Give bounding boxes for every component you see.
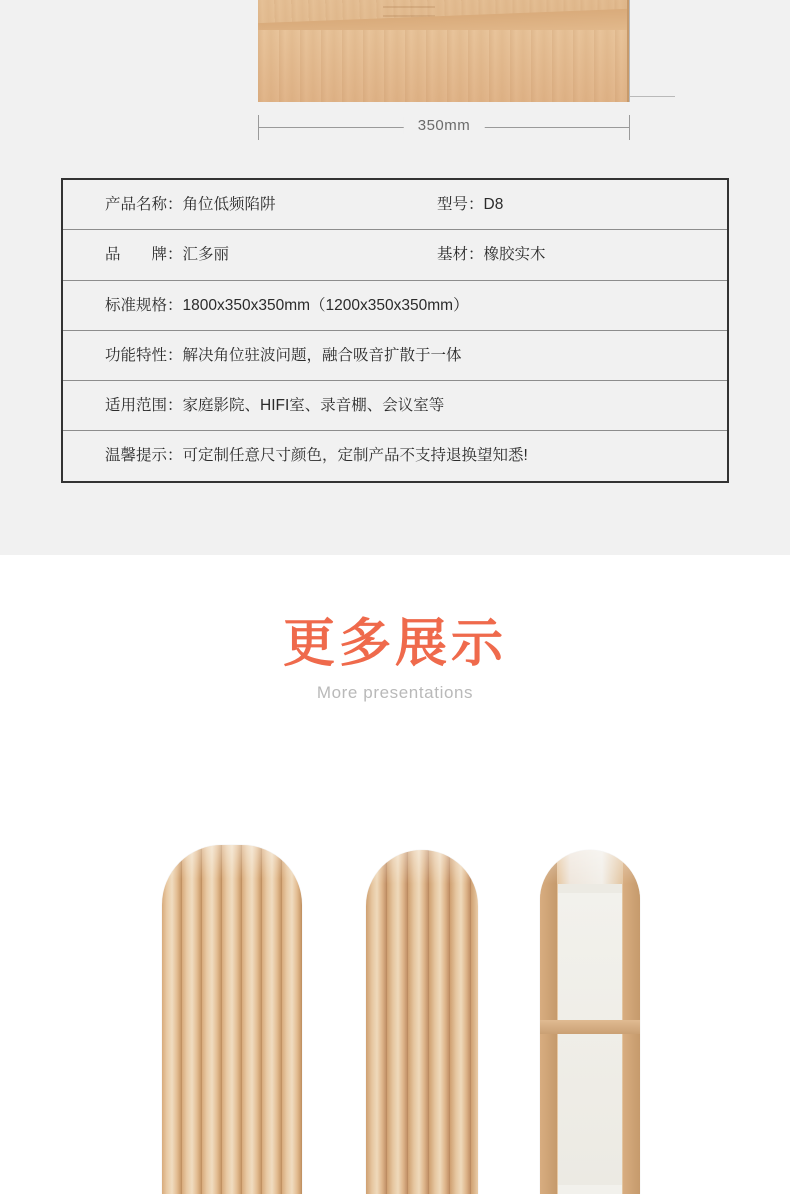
spec-label: 标准规格：	[105, 296, 183, 314]
table-row	[62, 381, 728, 431]
spec-value: 可定制任意尺寸颜色，定制产品不支持退换望知悉!	[182, 447, 528, 465]
dimension-guide-vertical	[629, 0, 630, 102]
spec-value: 汇多丽	[182, 246, 230, 264]
spec-value: 角位低频陷阱	[182, 196, 276, 213]
gallery-item-glass-panel-column	[540, 850, 640, 1194]
dimension-tick-right	[629, 115, 630, 140]
spec-cell-size	[62, 280, 728, 330]
table-row	[62, 280, 728, 330]
spec-value: 1800x350x350mm（1200x350x350mm）	[182, 296, 469, 314]
table-row	[62, 330, 728, 380]
spec-label: 型号：	[437, 196, 484, 213]
spec-cell-features	[62, 330, 728, 380]
table-row	[62, 179, 728, 230]
table-row	[62, 230, 728, 280]
gallery-item-narrow-slatted-column	[366, 850, 478, 1194]
wood-front-face	[258, 30, 627, 102]
spec-value: 解决角位驻波问题，融合吸音扩散于一体	[182, 346, 462, 364]
dimension-annotation	[258, 102, 630, 160]
spec-cell-scope	[62, 381, 728, 431]
more-presentations-section	[0, 555, 790, 703]
section-title: 更多展示	[282, 614, 507, 674]
spec-label: 适用范围：	[105, 397, 183, 414]
spec-cell-material	[395, 230, 728, 280]
dimension-guide-horizontal	[629, 96, 675, 97]
spec-value: D8	[483, 196, 504, 213]
spec-cell-product-name	[62, 179, 395, 230]
spec-label: 功能特性：	[105, 346, 183, 364]
column-glass-panel	[558, 884, 622, 1194]
spec-cell-brand	[62, 230, 395, 280]
spec-value: 橡胶实木	[483, 246, 546, 264]
spec-label: 品 牌：	[105, 246, 183, 264]
spec-label: 温馨提示：	[105, 447, 183, 465]
specification-section	[0, 178, 790, 483]
spec-label: 基材：	[437, 246, 484, 264]
gallery-row	[0, 845, 790, 1194]
specification-table	[61, 178, 729, 483]
column-frame-middle-rail	[540, 1020, 640, 1034]
dimension-label: 350mm	[404, 117, 485, 134]
gallery-item-slatted-rounded-column	[162, 845, 302, 1194]
spec-label: 产品名称：	[105, 196, 183, 213]
dimension-tick-left	[258, 115, 259, 140]
column-top-highlight	[366, 850, 478, 884]
spec-cell-model	[395, 179, 728, 230]
spec-cell-notice	[62, 431, 728, 482]
section-subtitle: More presentations	[316, 682, 474, 702]
table-row	[62, 431, 728, 482]
product-photo-section	[0, 0, 790, 160]
column-top-highlight	[162, 845, 302, 879]
product-image-wood-block	[258, 0, 630, 102]
spec-value: 家庭影院、HIFI室、录音棚、会议室等	[182, 397, 445, 414]
